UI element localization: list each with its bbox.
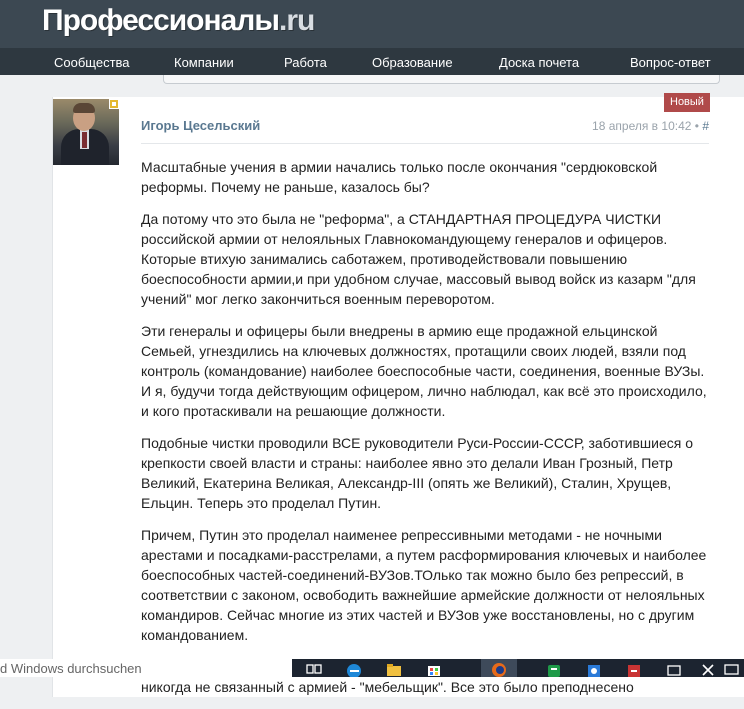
nav-item-education[interactable]: Образование (372, 55, 453, 70)
site-header (0, 0, 744, 48)
logo-main: Профессионалы (42, 4, 279, 37)
nav-dropdown-edge (163, 75, 720, 84)
nav-item-communities[interactable]: Сообщества (54, 55, 130, 70)
site-logo[interactable] (42, 4, 314, 38)
app-icon-settings[interactable] (624, 661, 644, 677)
post-date (592, 119, 709, 133)
store-icon[interactable] (424, 661, 444, 677)
taskbar-search-box[interactable]: d Windows durchsuchen (0, 659, 292, 677)
nav-item-qa[interactable]: Вопрос-ответ (630, 55, 711, 70)
post-paragraph: Причем, Путин это проделал наименее репрессивными методами - не ночными арестами и посадками-расстрелами, а путем расформирования ключевых и наиболее боеспособных частей-соединений-ВУЗов.ТОлько так можно было без репрессий, в соответствии с законом, освободить важнейшие армейские должности от нелояльных командиров. Сейчас многие из этих частей и ВУЗов уже восстановлены, но с другим командованием. (141, 527, 707, 643)
post-paragraph: Эти генералы и офицеры были внедрены в армию еще продажной ельцинской Семьей, угнездились на ключевых должностях, протащили своих людей, взяли под контроль (командование) наиболее боеспособные части, соединения, военные ВУЗы. И я, будучи тогда действующим офицером, лично наблюдал, как всё это происходило, и кого протаскивали на решающие должности. (141, 323, 707, 419)
header-divider (141, 143, 709, 144)
edge-browser-icon[interactable] (344, 661, 364, 677)
main-navigation (0, 48, 744, 75)
post-date-text: 18 апреля в 10:42 (592, 119, 692, 133)
file-explorer-icon[interactable] (384, 661, 404, 677)
task-view-icon[interactable] (304, 661, 324, 677)
post-paragraph: Да потому что это была не "реформа", а СТАНДАРТНАЯ ПРОЦЕДУРА ЧИСТКИ российской армии от нелояльных Главнокомандующему генералов и офицеров. Которые втихую занимались саботажем, противодействовали повышению боеспособности армии,и при удобном случае, массовый вывод войск из казарм "для учений" мог легко закончиться военным переворотом. (141, 211, 696, 307)
author-name-link[interactable]: Игорь Цесельский (141, 118, 261, 133)
close-icon[interactable] (698, 661, 718, 677)
permalink-link[interactable]: # (702, 119, 709, 133)
post-paragraph: никогда не связанный с армией - "мебельщик". Все это было преподнесено (141, 679, 634, 695)
post-body (141, 157, 711, 709)
monitor-icon[interactable] (722, 661, 742, 677)
logo-tld: .ru (278, 4, 315, 37)
date-separator: • (694, 119, 699, 133)
nav-item-honor-board[interactable]: Доска почета (499, 55, 580, 70)
firefox-icon[interactable] (481, 659, 517, 677)
app-icon-green[interactable] (544, 661, 564, 677)
nav-item-companies[interactable]: Компании (174, 55, 234, 70)
app-icon-photos[interactable] (584, 661, 604, 677)
windows-taskbar (0, 659, 744, 677)
post-paragraph: Масштабные учения в армии начались только после окончания "сердюковской реформы. Почему не раньше, казалось бы? (141, 159, 658, 195)
new-post-badge: Новый (664, 93, 710, 112)
post-card (52, 97, 744, 697)
notifications-icon[interactable] (664, 661, 684, 677)
nav-item-jobs[interactable]: Работа (284, 55, 327, 70)
online-status-icon (109, 99, 119, 109)
post-paragraph: Подобные чистки проводили ВСЕ руководители Руси-России-СССР, заботившиеся о крепкости своей власти и страны: наиболее явно это делали Иван Грозный, Петр Великий, Екатерина Великая, Александр-III (опять же Великий), Сталин, Хрущев, Ельцин. Теперь это проделал Путин. (141, 435, 693, 511)
